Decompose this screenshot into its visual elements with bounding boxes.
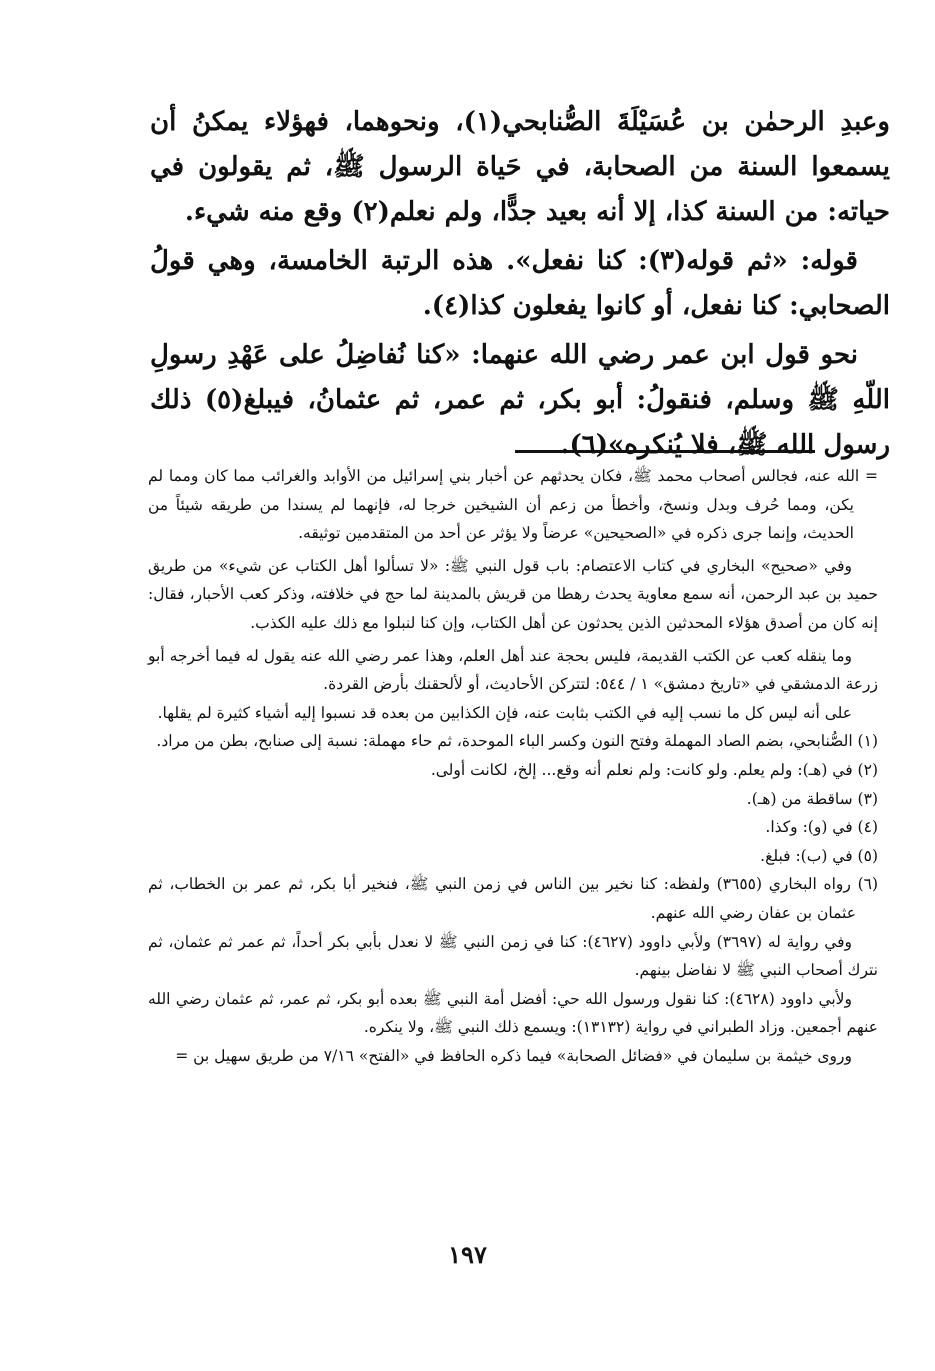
footnote-paragraph: وفي «صحيح» البخاري في كتاب الاعتصام: باب قول النبي ﷺ: «لا تسألوا أهل الكتاب عن شيء» من طريق حميد بن عبد الرحمن، أنه سمع معاوية يحدث رهطا من قريش بالمدينة لما حج في خلافته، وذكر كعب الأحبار، فقال: إنه كان من أصدق هؤلاء المحدثين الذين يحدثون عن أهل الكتاب، وإن كنا لنبلوا مع ذلك عليه الكذب.	[148, 556, 878, 632]
footnote-paragraph: وفي رواية له (٣٦٩٧) ولأبي داوود (٤٦٢٧): كنا في زمن النبي ﷺ لا نعدل بأبي بكر أحداً، ثم عمر ثم عثمان، ثم نترك أصحاب النبي ﷺ لا نفاضل بينهم.	[148, 932, 878, 980]
footnote-5: (٥) في (ب): فبلغ.	[760, 846, 878, 865]
footnote-paragraph: وما ينقله كعب عن الكتب القديمة، فليس بحجة عند أهل العلم، وهذا عمر رضي الله عنه يقول له فيما أخرجه أبو زرعة الدمشقي في «تاريخ دمشق» ١ / ٥٤٤: لتتركن الأحاديث، أو لألحقنك بأرض القردة.	[148, 646, 878, 694]
main-text-block	[150, 100, 890, 472]
footnote-4: (٤) في (و): وكذا.	[765, 818, 878, 837]
footnote-1: (١) الصُّنابحي، بضم الصاد المهملة وفتح النون وكسر الباء الموحدة، ثم حاء مهملة: نسبة إلى صنابح، بطن من مراد.	[156, 732, 878, 751]
footnote-2: (٢) في (هـ): ولم يعلم. ولو كانت: ولم نعلم أنه وقع... إلخ، لكانت أولى.	[430, 760, 878, 779]
main-paragraph: وعبدِ الرحمٰن بن عُسَيْلَةَ الصُّنابحي(١)، ونحوهما، فهؤلاء يمكنُ أن يسمعوا السنة من الصحابة، في حَياة الرسول ﷺ، ثم يقولون في حياته: من السنة كذا، إلا أنه بعيد جدًّا، ولم نعلم(٢) وقع منه شيء.	[150, 107, 890, 227]
footnotes-block	[148, 462, 878, 1070]
footnote-continuation: = الله عنه، فجالس أصحاب محمد ﷺ، فكان يحدثهم عن أخبار بني إسرائيل من الأوابد والغرائب مما كان ومما لم يكن، ومما حُرف وبدل ونسخ، وأخطأ من زعم أن الشيخين خرجا له، فإنهما لم يسندا من طريقه شيئاً من الحديث، وإنما جرى ذكره في «الصحيحين» عرضاً ولا يؤثر عن أحد من المتقدمين توثيقه.	[148, 467, 878, 543]
footnote-paragraph: ولأبي داوود (٤٦٢٨): كنا نقول ورسول الله حي: أفضل أمة النبي ﷺ بعده أبو بكر، ثم عمر، ثم عثمان رضي الله عنهم أجمعين. وزاد الطبراني في رواية (١٣١٣٢): ويسمع ذلك النبي ﷺ، ولا ينكره.	[148, 989, 878, 1037]
footnote-6: (٦) رواه البخاري (٣٦٥٥) ولفظه: كنا نخير بين الناس في زمن النبي ﷺ، فنخير أبا بكر، ثم عمر بن الخطاب، ثم عثمان بن عفان رضي الله عنهم.	[148, 875, 879, 922]
footnote-3: (٣) ساقطة من (هـ).	[746, 789, 878, 808]
footnote-separator	[515, 450, 815, 453]
footnote-paragraph: على أنه ليس كل ما نسب إليه في الكتب بثابت عنه، فإن الكذابين من بعده قد نسبوا إليه أشياء كثيرة لم يقلها.	[157, 703, 852, 722]
main-paragraph: نحو قول ابن عمر رضي الله عنهما: «كنا نُفاضِلُ على عَهْدِ رسولِ اللّهِ ﷺ وسلم، فنقولُ: أبو بكر، ثم عمر، ثم عثمانُ، فيبلغ(٥) ذلك رسول الله ﷺ، فلا يُنكره»(٦).	[150, 340, 891, 460]
page-number: ١٩٧	[448, 1240, 487, 1269]
footnote-paragraph: وروى خيثمة بن سليمان في «فضائل الصحابة» فيما ذكره الحافظ في «الفتح» ٧/١٦ من طريق سهيل بن =	[175, 1046, 852, 1065]
main-paragraph: قوله: «ثم قوله(٣): كنا نفعل». هذه الرتبة الخامسة، وهي قولُ الصحابي: كنا نفعل، أو كانوا يفعلون كذا(٤).	[150, 246, 890, 321]
